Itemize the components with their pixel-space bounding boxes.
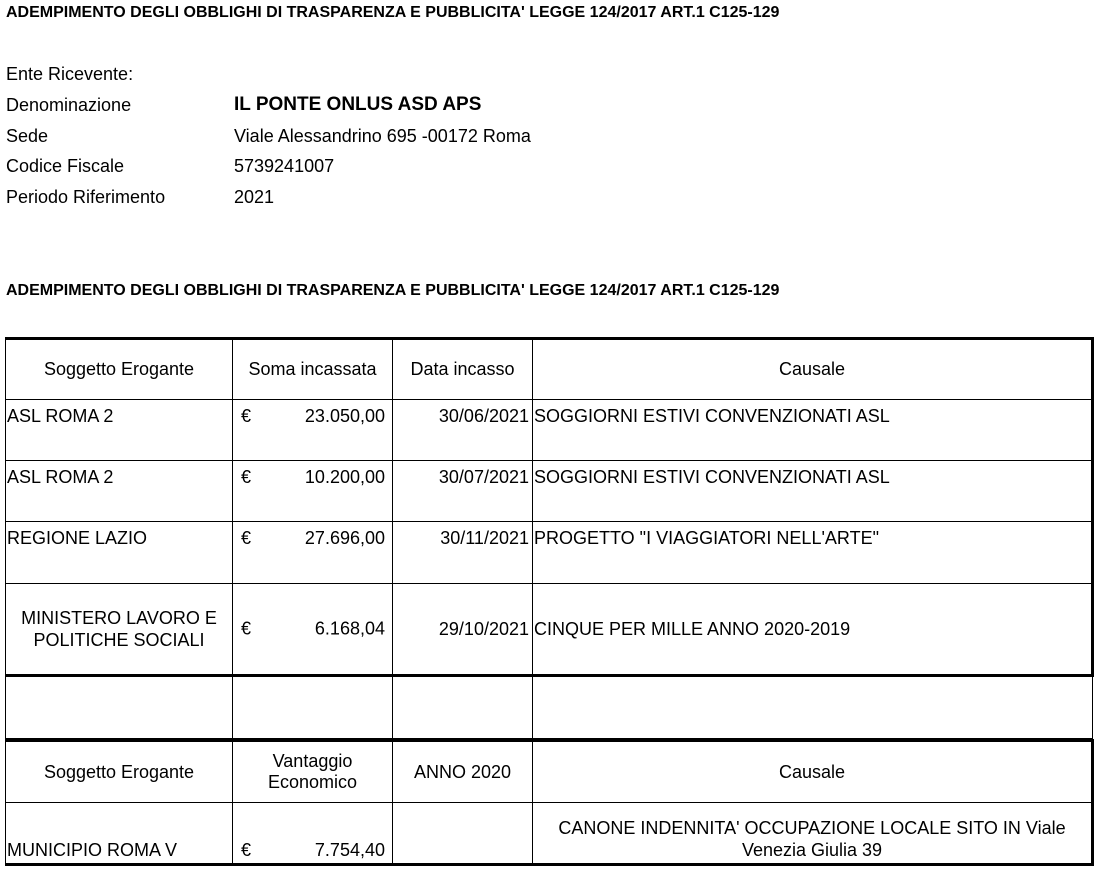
header-soggetto: Soggetto Erogante	[6, 339, 233, 400]
table-header-row	[6, 339, 1093, 400]
header-anno: ANNO 2020	[393, 741, 533, 803]
table-row	[6, 803, 1093, 865]
currency-symbol: €	[241, 618, 252, 639]
table-row	[6, 461, 1093, 522]
vantaggio-line: Vantaggio	[272, 751, 353, 771]
codice-fiscale-label: Codice Fiscale	[6, 156, 125, 176]
causale-line: Venezia Giulia 39	[741, 840, 883, 860]
empty-cell	[6, 676, 233, 739]
row-soggetto: ASL ROMA 2	[6, 461, 233, 522]
soggetto-line: POLITICHE SOCIALI	[33, 630, 205, 650]
denominazione-value: IL PONTE ONLUS ASD APS	[234, 94, 482, 115]
amount-value: 7.754,40	[314, 840, 385, 860]
currency-symbol: €	[241, 406, 252, 426]
amount-value: 23.050,00	[304, 406, 385, 426]
contributi-table	[5, 337, 1094, 739]
row-amount	[233, 803, 393, 865]
empty-row	[6, 676, 1093, 739]
amount-value: 10.200,00	[304, 467, 385, 487]
vantaggi-table	[5, 739, 1094, 866]
codice-fiscale-value: 5739241007	[234, 156, 335, 176]
periodo-value: 2021	[234, 187, 275, 207]
empty-cell	[233, 676, 393, 739]
row-causale: PROGETTO "I VIAGGIATORI NELL'ARTE"	[533, 522, 1093, 584]
currency-symbol: €	[241, 467, 252, 487]
row-causale: SOGGIORNI ESTIVI CONVENZIONATI ASL	[533, 400, 1093, 461]
row-soggetto: MUNICIPIO ROMA V	[6, 803, 233, 865]
row-soggetto	[6, 584, 233, 676]
header-somma: Soma incassata	[233, 339, 393, 400]
soggetto-line: MINISTERO LAVORO E	[21, 608, 217, 628]
header-vantaggio	[233, 741, 393, 803]
section-title: ADEMPIMENTO DEGLI OBBLIGHI DI TRASPARENZA E PUBBLICITA' LEGGE 124/2017 ART.1 C125-129	[6, 282, 780, 299]
sede-value: Viale Alessandrino 695 -00172 Roma	[234, 126, 531, 146]
currency-symbol: €	[241, 840, 252, 860]
periodo-label: Periodo Riferimento	[6, 187, 166, 207]
table-header-row	[6, 741, 1093, 803]
currency-symbol: €	[241, 528, 252, 548]
row-soggetto: ASL ROMA 2	[6, 400, 233, 461]
header-causale: Causale	[533, 741, 1093, 803]
amount-value: 6.168,04	[314, 618, 385, 639]
row-amount	[233, 522, 393, 584]
row-date: 29/10/2021	[393, 584, 533, 676]
row-date: 30/11/2021	[393, 522, 533, 584]
header-causale: Causale	[533, 339, 1093, 400]
document-title: ADEMPIMENTO DEGLI OBBLIGHI DI TRASPARENZA E PUBBLICITA' LEGGE 124/2017 ART.1 C125-129	[6, 4, 780, 21]
row-amount	[233, 461, 393, 522]
table-row	[6, 522, 1093, 584]
ente-heading: Ente Ricevente:	[6, 64, 134, 84]
header-data: Data incasso	[393, 339, 533, 400]
sede-label: Sede	[6, 126, 49, 146]
amount-value: 27.696,00	[304, 528, 385, 548]
row-date: 30/06/2021	[393, 400, 533, 461]
row-causale	[533, 803, 1093, 865]
empty-cell	[533, 676, 1093, 739]
table-row	[6, 584, 1093, 676]
header-soggetto: Soggetto Erogante	[6, 741, 233, 803]
row-amount	[233, 584, 393, 676]
causale-line: CANONE INDENNITA' OCCUPAZIONE LOCALE SITO IN Viale	[558, 818, 1066, 838]
row-causale: SOGGIORNI ESTIVI CONVENZIONATI ASL	[533, 461, 1093, 522]
row-amount	[233, 400, 393, 461]
vantaggio-line: Economico	[267, 772, 358, 792]
table-row	[6, 400, 1093, 461]
row-date: 30/07/2021	[393, 461, 533, 522]
row-causale: CINQUE PER MILLE ANNO 2020-2019	[533, 584, 1093, 676]
row-anno	[393, 803, 533, 865]
empty-cell	[393, 676, 533, 739]
row-soggetto: REGIONE LAZIO	[6, 522, 233, 584]
denominazione-label: Denominazione	[6, 95, 132, 115]
